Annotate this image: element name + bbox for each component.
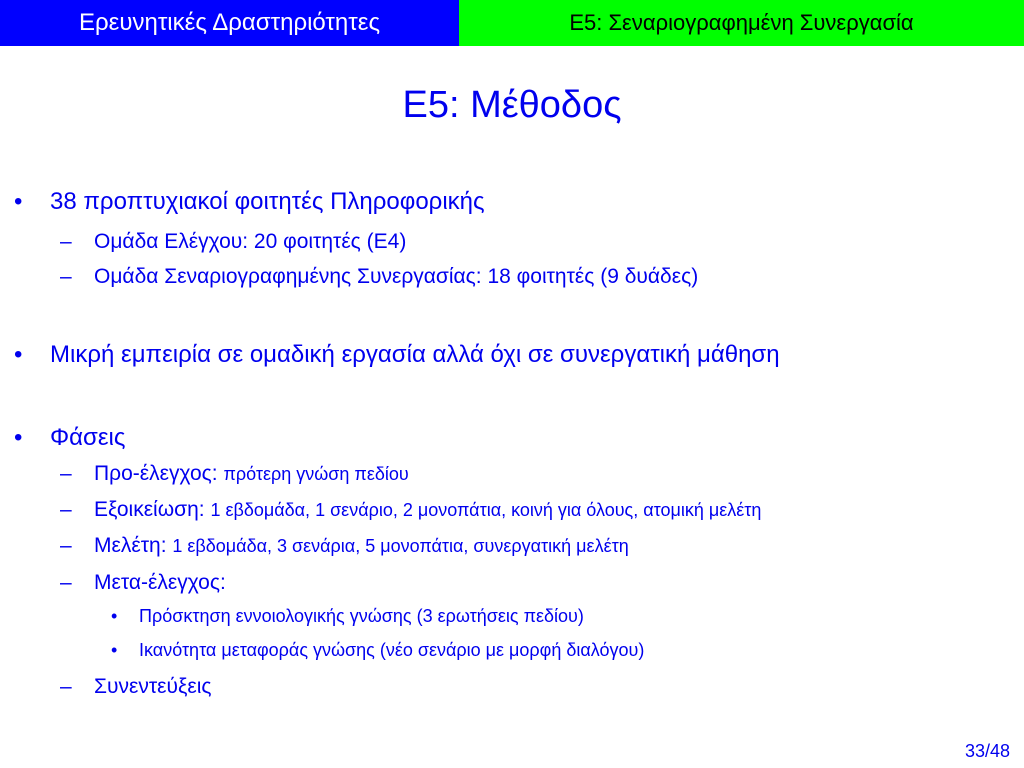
subsubbullet-marker: • xyxy=(111,640,118,660)
subbullet-marker: – xyxy=(60,534,72,557)
subsubbullet-text: Ικανότητα μεταφοράς γνώσης (νέο σενάριο με μορφή διαλόγου) xyxy=(139,640,645,660)
subbullet-marker: – xyxy=(60,571,72,594)
subbullet-familiarization xyxy=(60,498,762,522)
subbullet-pretest xyxy=(60,462,409,486)
header-bar xyxy=(0,0,1024,46)
page-number: 33/48 xyxy=(964,741,1010,761)
slide-title: Ε5: Μέθοδος xyxy=(402,84,622,126)
subbullet-label: Προ-έλεγχος: xyxy=(94,462,218,485)
subbullet-text: Ομάδα Ελέγχου: 20 φοιτητές (Ε4) xyxy=(94,230,407,253)
bullet-marker: • xyxy=(14,424,23,451)
subbullet-marker: – xyxy=(60,498,72,521)
subsubbullet-text: Πρόσκτηση εννοιολογικής γνώσης (3 ερωτήσεις πεδίου) xyxy=(139,606,584,626)
bullet-experience xyxy=(14,341,780,369)
section-tab[interactable]: Ερευνητικές Δραστηριότητες xyxy=(0,0,459,46)
bullet-participants xyxy=(14,188,485,216)
bullet-text: 38 προπτυχιακοί φοιτητές Πληροφορικής xyxy=(50,188,485,215)
subsection-tab[interactable]: Ε5: Σεναριογραφημένη Συνεργασία xyxy=(459,0,1024,46)
subbullet-interviews xyxy=(60,675,212,699)
subbullet-marker: – xyxy=(60,230,72,253)
subbullet-posttest xyxy=(60,571,226,595)
subbullet-label: Μελέτη: xyxy=(94,534,167,557)
subbullet-detail: 1 εβδομάδα, 1 σενάριο, 2 μονοπάτια, κοινή για όλους, ατομική μελέτη xyxy=(210,500,762,520)
subbullet-control-group xyxy=(60,230,407,254)
subbullet-marker: – xyxy=(60,675,72,698)
subsubbullet-conceptual xyxy=(111,606,584,627)
bullet-marker: • xyxy=(14,341,23,368)
subsubbullet-marker: • xyxy=(111,606,118,626)
subsubbullet-transfer xyxy=(111,640,645,661)
subbullet-marker: – xyxy=(60,265,72,288)
bullet-phases xyxy=(14,424,126,452)
subbullet-text: Ομάδα Σεναριογραφημένης Συνεργασίας: 18 φοιτητές (9 δυάδες) xyxy=(94,265,699,288)
subbullet-marker: – xyxy=(60,462,72,485)
subbullet-text: Μετα-έλεγχος: xyxy=(94,571,226,594)
subbullet-scripted-group xyxy=(60,265,699,289)
bullet-marker: • xyxy=(14,188,23,215)
bullet-text: Μικρή εμπειρία σε ομαδική εργασία αλλά όχι σε συνεργατική μάθηση xyxy=(50,341,780,368)
subbullet-study xyxy=(60,534,629,558)
subbullet-detail: 1 εβδομάδα, 3 σενάρια, 5 μονοπάτια, συνεργατική μελέτη xyxy=(172,536,629,556)
bullet-text: Φάσεις xyxy=(50,424,126,451)
subbullet-text: Συνεντεύξεις xyxy=(94,675,212,698)
subbullet-label: Εξοικείωση: xyxy=(94,498,205,521)
subbullet-detail: πρότερη γνώση πεδίου xyxy=(223,464,409,484)
